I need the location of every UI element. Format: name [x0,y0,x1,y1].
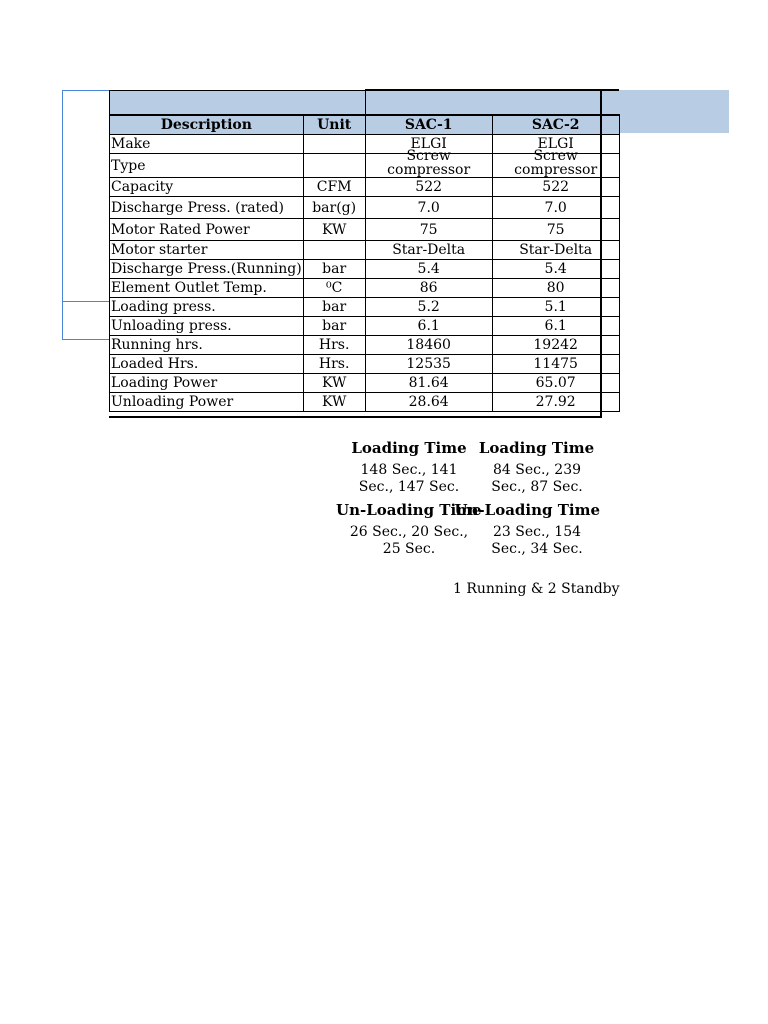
row-sac2-value: 11475 [492,355,619,374]
row-sac1-value: 28.64 [365,393,492,412]
row-sac2-value: 522 [492,178,619,197]
header-description: Description [110,115,304,135]
table-row [110,298,620,317]
row-sac2-value: 19242 [492,336,619,355]
row-description: Make [110,135,304,154]
row-sac2-value: 5.4 [492,260,619,279]
table-row [110,374,620,393]
row-description: Unloading press. [110,317,304,336]
row-sac1-value: 5.2 [365,298,492,317]
row-sac1-value: 81.64 [365,374,492,393]
row-unit [303,154,365,178]
table-row [110,317,620,336]
row-sac1-value: 86 [365,279,492,298]
row-unit: bar [303,298,365,317]
row-unit [303,241,365,260]
row-description: Discharge Press. (rated) [110,197,304,219]
row-unit: KW [303,374,365,393]
row-unit: bar [303,317,365,336]
row-unit: bar [303,260,365,279]
row-sac1-value: Screw compressor [365,154,492,178]
row-sac2-value: 7.0 [492,197,619,219]
row-sac1-value: 5.4 [365,260,492,279]
loading-time-heading-sac2: Loading Time [478,439,595,457]
row-unit: ⁰C [303,279,365,298]
table-row [110,197,620,219]
table-row [110,355,620,374]
row-sac2-value: 65.07 [492,374,619,393]
row-unit: Hrs. [303,336,365,355]
row-sac2-value: 75 [492,219,619,241]
table-row [110,154,620,178]
top-band-right [365,90,619,115]
top-band-left [110,90,366,115]
row-unit [303,135,365,154]
table-row [110,241,620,260]
row-sac2-value: 6.1 [492,317,619,336]
loading-time-values-sac1: 148 Sec., 141 Sec., 147 Sec. [358,462,460,495]
unloading-time-values-sac1: 26 Sec., 20 Sec., 25 Sec. [349,524,469,557]
table-top-band [110,90,620,115]
row-description: Loaded Hrs. [110,355,304,374]
row-description: Element Outlet Temp. [110,279,304,298]
row-sac1-value: Star-Delta [365,241,492,260]
row-sac2-value: 5.1 [492,298,619,317]
compressor-spec-table [109,89,620,412]
row-unit: KW [303,219,365,241]
row-description: Motor starter [110,241,304,260]
row-sac1-value: 12535 [365,355,492,374]
table-row [110,178,620,197]
row-unit: bar(g) [303,197,365,219]
loading-time-values-sac2: 84 Sec., 239 Sec., 87 Sec. [491,462,583,495]
unloading-time-heading-sac1: Un-Loading Time [336,501,482,519]
row-sac1-value: 6.1 [365,317,492,336]
row-description: Running hrs. [110,336,304,355]
table-row [110,279,620,298]
row-description: Discharge Press.(Running) [111,261,302,277]
table-row [110,393,620,412]
table-header-row [110,115,620,135]
row-unit: CFM [303,178,365,197]
table-row [110,260,620,279]
row-description: Loading press. [110,298,304,317]
table-body [110,135,620,412]
table-row [110,219,620,241]
selection-top-border [62,90,109,91]
row-description: Motor Rated Power [110,219,304,241]
unloading-time-values-sac2: 23 Sec., 154 Sec., 34 Sec. [491,524,583,557]
row-description: Loading Power [110,374,304,393]
header-sac1: SAC-1 [365,115,492,135]
row-unit: KW [303,393,365,412]
row-sac2-value: ELGI [492,135,619,154]
header-sac2: SAC-2 [492,115,619,135]
selection-mid-border [62,301,109,302]
row-sac2-value: 27.92 [492,393,619,412]
row-sac1-value: 75 [365,219,492,241]
row-unit: Hrs. [303,355,365,374]
selection-left-border [62,90,63,340]
row-sac2-value: Screw compressor [492,154,619,178]
row-description: Unloading Power [110,393,304,412]
row-sac2-value: 80 [492,279,619,298]
row-sac2-value: Star-Delta [492,241,619,260]
row-sac1-value: 522 [365,178,492,197]
unloading-time-heading-sac2: Un-Loading Time [454,501,600,519]
row-sac1-value: 18460 [365,336,492,355]
row-description: Capacity [110,178,304,197]
loading-time-heading-sac1: Loading Time [351,439,467,457]
row-sac1-value: ELGI [365,135,492,154]
table-row [110,336,620,355]
header-unit: Unit [303,115,365,135]
row-sac1-value: 7.0 [365,197,492,219]
row-description: Type [110,154,304,178]
operation-note: 1 Running & 2 Standby [453,581,620,597]
selection-bottom-border [62,339,109,340]
